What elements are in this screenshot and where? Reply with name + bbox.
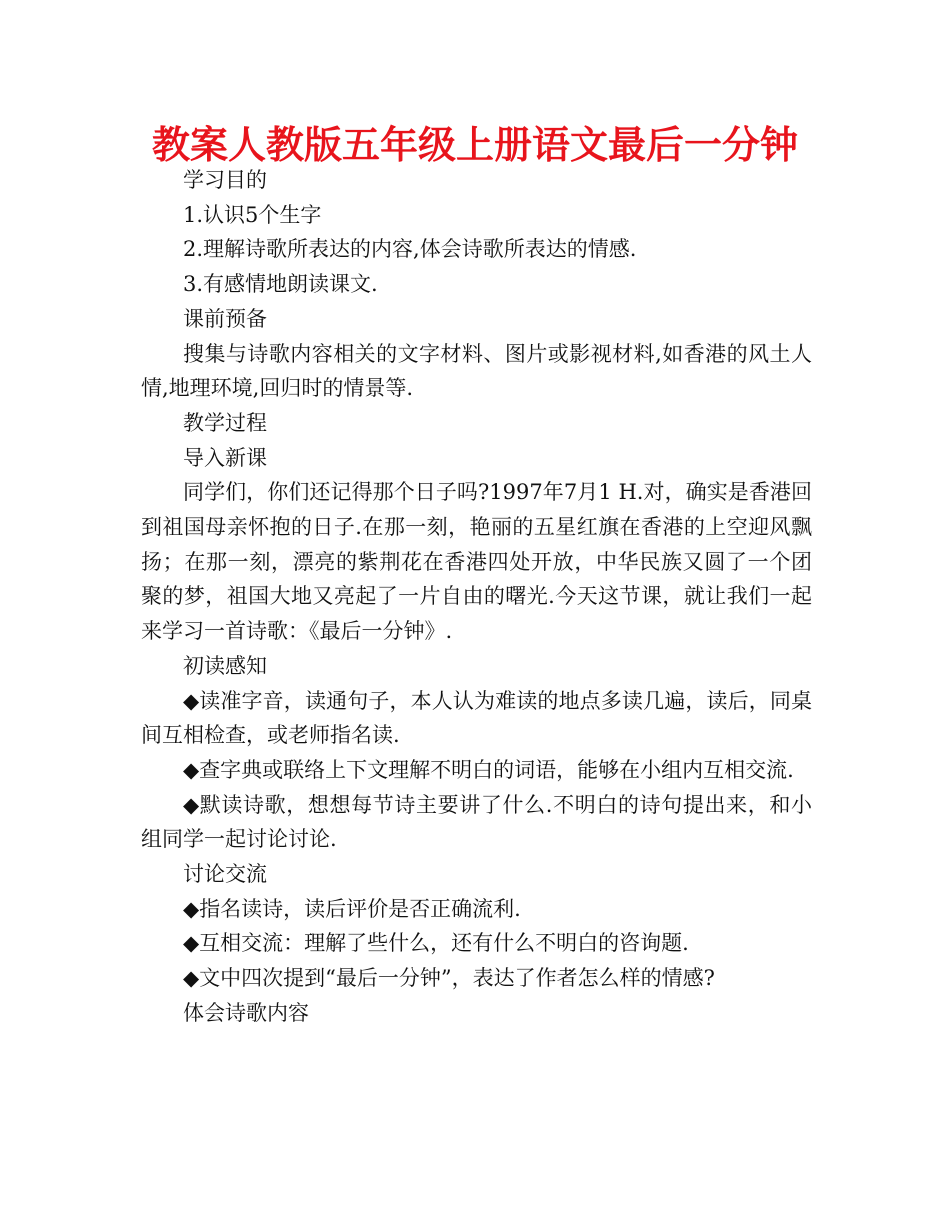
first-reading-item-3: ◆默读诗歌，想想每节诗主要讲了什么.不明白的诗句提出来，和小组同学一起讨论讨论. — [141, 792, 812, 852]
section-heading-first-reading: 初读感知 — [183, 653, 267, 678]
goal-item-1: 1.认识5个生字 — [183, 202, 322, 227]
preparation-paragraph: 搜集与诗歌内容相关的文字材料、图片或影视材料,如香港的风土人情,地理环境,回归时的情景等. — [141, 341, 812, 401]
section-heading-teaching-process: 教学过程 — [183, 410, 267, 435]
section-heading-preparation: 课前预备 — [183, 306, 267, 331]
goal-item-2: 2.理解诗歌所表达的内容,体会诗歌所表达的情感. — [183, 237, 637, 262]
section-heading-introduction: 导入新课 — [183, 445, 267, 470]
document-title: 教案人教版五年级上册语文最后一分钟 — [151, 123, 798, 167]
section-heading-discussion: 讨论交流 — [183, 862, 267, 887]
introduction-paragraph: 同学们，你们还记得那个日子吗?1997年7月1 H.对，确实是香港回到祖国母亲怀抱的日子.在那一刻，艳丽的五星红旗在香港的上空迎风飘扬；在那一刻，漂亮的紫荆花在香港四处开放，中华民族又圆了一个团聚的梦，祖国大地又亮起了一片自由的曙光.今天这节课，就让我们一起来学习一首诗歌：《最后一分钟》. — [141, 480, 812, 644]
section-heading-learning-goals: 学习目的 — [183, 168, 267, 192]
goal-item-3: 3.有感情地朗读课文. — [183, 272, 378, 297]
section-heading-poem-content: 体会诗歌内容 — [183, 1000, 309, 1025]
first-reading-item-2: ◆查字典或联络上下文理解不明白的词语，能够在小组内互相交流. — [183, 757, 794, 782]
document-body — [141, 163, 812, 1031]
discussion-item-2: ◆互相交流：理解了些什么，还有什么不明白的咨询题. — [183, 931, 689, 956]
discussion-item-3: ◆文中四次提到“最后一分钟”，表达了作者怎么样的情感? — [183, 966, 715, 991]
first-reading-item-1: ◆读准字音，读通句子，本人认为难读的地点多读几遍，读后，同桌间互相检查，或老师指名读. — [141, 688, 812, 748]
discussion-item-1: ◆指名读诗，读后评价是否正确流利. — [183, 896, 521, 921]
